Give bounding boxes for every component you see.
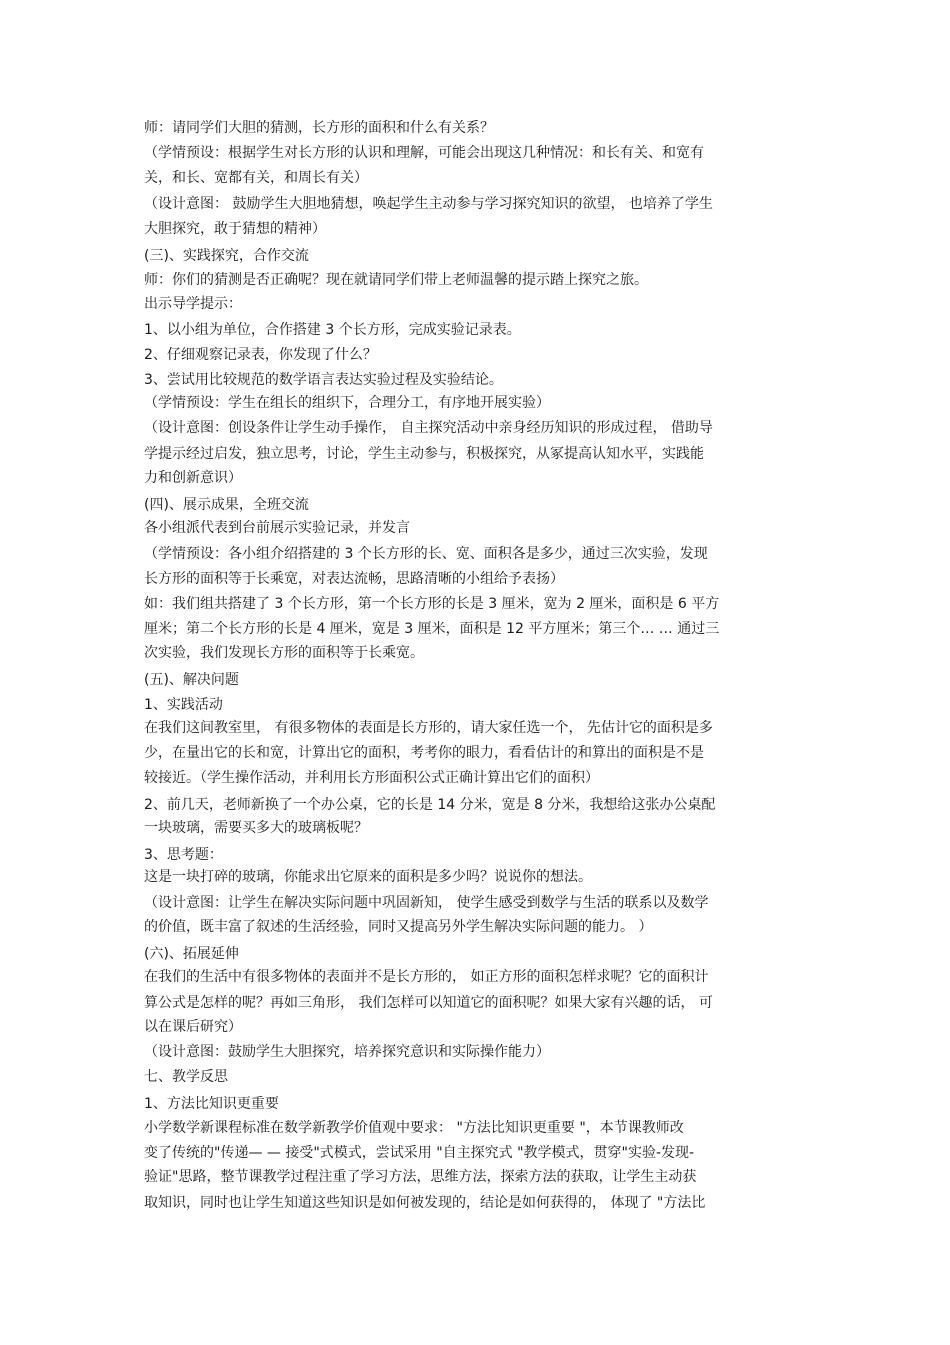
text-line: 长方形的面积等于长乘宽，对表达流畅，思路清晰的小组给予表扬） [144,571,564,587]
text-line: 较接近。（学生操作活动，并利用长方形面积公式正确计算出它们的面积） [144,770,599,786]
text-line: 出示导学提示： [144,296,242,312]
text-line: 在我们这间教室里， 有很多物体的表面是长方形的，请大家任选一个， 先估计它的面积是多 [144,720,713,736]
section-heading: (三)、实践探究，合作交流 [144,248,309,264]
text-line: 如：我们组共搭建了 3 个长方形，第一个长方形的长是 3 厘米，宽为 2 厘米，面积是 6 平方 [144,596,720,612]
section-heading: (四)、展示成果，全班交流 [144,497,309,513]
text-line: 1、实践活动 [144,697,223,713]
text-line: 关，和长、宽都有关，和周长有关） [144,170,368,186]
text-line: 各小组派代表到台前展示实验记录，并发言 [144,520,410,536]
text-line: 1、方法比知识更重要 [144,1096,279,1112]
text-line: 变了传统的"传递— — 接受"式模式，尝试采用 "自主探究式 "教学模式，贯穿"实验-发现- [144,1145,695,1161]
text-line: （设计意图： 鼓励学生大胆地猜想，唤起学生主动参与学习探究知识的欲望， 也培养了学生 [144,196,713,212]
text-line: 以在课后研究） [144,1019,242,1035]
text-line: 力和创新意识） [144,470,242,486]
text-line: （学情预设：各小组介绍搭建的 3 个长方形的长、宽、面积各是多少，通过三次实验，发现 [144,546,708,562]
text-line: 3、思考题： [144,847,223,863]
text-line: 取知识，同时也让学生知道这些知识是如何被发现的，结论是如何获得的， 体现了 "方法比 [144,1195,706,1211]
text-line: 3、尝试用比较规范的数学语言表达实验过程及实验结论。 [144,372,503,388]
text-line: （设计意图：创设条件让学生动手操作， 自主探究活动中亲身经历知识的形成过程， 借助导 [144,420,713,436]
text-line: 厘米；第二个长方形的长是 4 厘米，宽是 3 厘米，面积是 12 平方厘米；第三个… … 通过三 [144,621,720,637]
text-line: 2、仔细观察记录表，你发现了什么？ [144,347,377,363]
section-heading: (五)、解决问题 [144,672,239,688]
text-line: 次实验，我们发现长方形的面积等于长乘宽。 [144,645,424,661]
text-line: （设计意图：鼓励学生大胆探究，培养探究意识和实际操作能力） [144,1044,550,1060]
text-line: 师：你们的猜测是否正确呢？现在就请同学们带上老师温馨的提示踏上探究之旅。 [144,272,648,288]
text-line: 算公式是怎样的呢？再如三角形， 我们怎样可以知道它的面积呢？如果大家有兴趣的话， 可 [144,995,713,1011]
text-line: 这是一块打碎的玻璃，你能求出它原来的面积是多少吗？说说你的想法。 [144,869,592,885]
section-heading: (六)、拓展延伸 [144,946,239,962]
text-line: 大胆探究，敢于猜想的精神） [144,221,326,237]
text-line: 一块玻璃，需要买多大的玻璃板呢？ [144,820,368,836]
text-line: （学情预设：学生在组长的组织下，合理分工，有序地开展实验） [144,395,550,411]
text-line: 的价值，既丰富了叙述的生活经验，同时又提高另外学生解决实际问题的能力。 ） [144,919,653,935]
text-line: 小学数学新课程标准在数学新教学价值观中要求： "方法比知识更重要 "，本节课教师改 [144,1120,684,1136]
text-line: 少，在量出它的长和宽，计算出它的面积，考考你的眼力，看看估计的和算出的面积是不是 [144,745,704,761]
text-line: 验证"思路，整节课教学过程注重了学习方法，思维方法，探索方法的获取，让学生主动获 [144,1169,697,1185]
text-line: 在我们的生活中有很多物体的表面并不是长方形的， 如正方形的面积怎样求呢？它的面积计 [144,969,709,985]
text-line: 2、前几天，老师新换了一个办公桌，它的长是 14 分米，宽是 8 分米，我想给这张办公桌配 [144,797,716,813]
text-line: 师：请同学们大胆的猜测，长方形的面积和什么有关系？ [144,120,494,136]
text-line: （学情预设：根据学生对长方形的认识和理解，可能会出现这几种情况：和长有关、和宽有 [144,145,704,161]
text-line: 学提示经过启发，独立思考，讨论，学生主动参与，积极探究，从冢提高认知水平，实践能 [144,446,704,462]
text-line: 1、以小组为单位，合作搭建 3 个长方形，完成实验记录表。 [144,322,521,338]
text-line: （设计意图：让学生在解决实际问题中巩固新知， 使学生感受到数学与生活的联系以及数学 [144,895,709,911]
section-heading: 七、教学反思 [144,1069,228,1085]
